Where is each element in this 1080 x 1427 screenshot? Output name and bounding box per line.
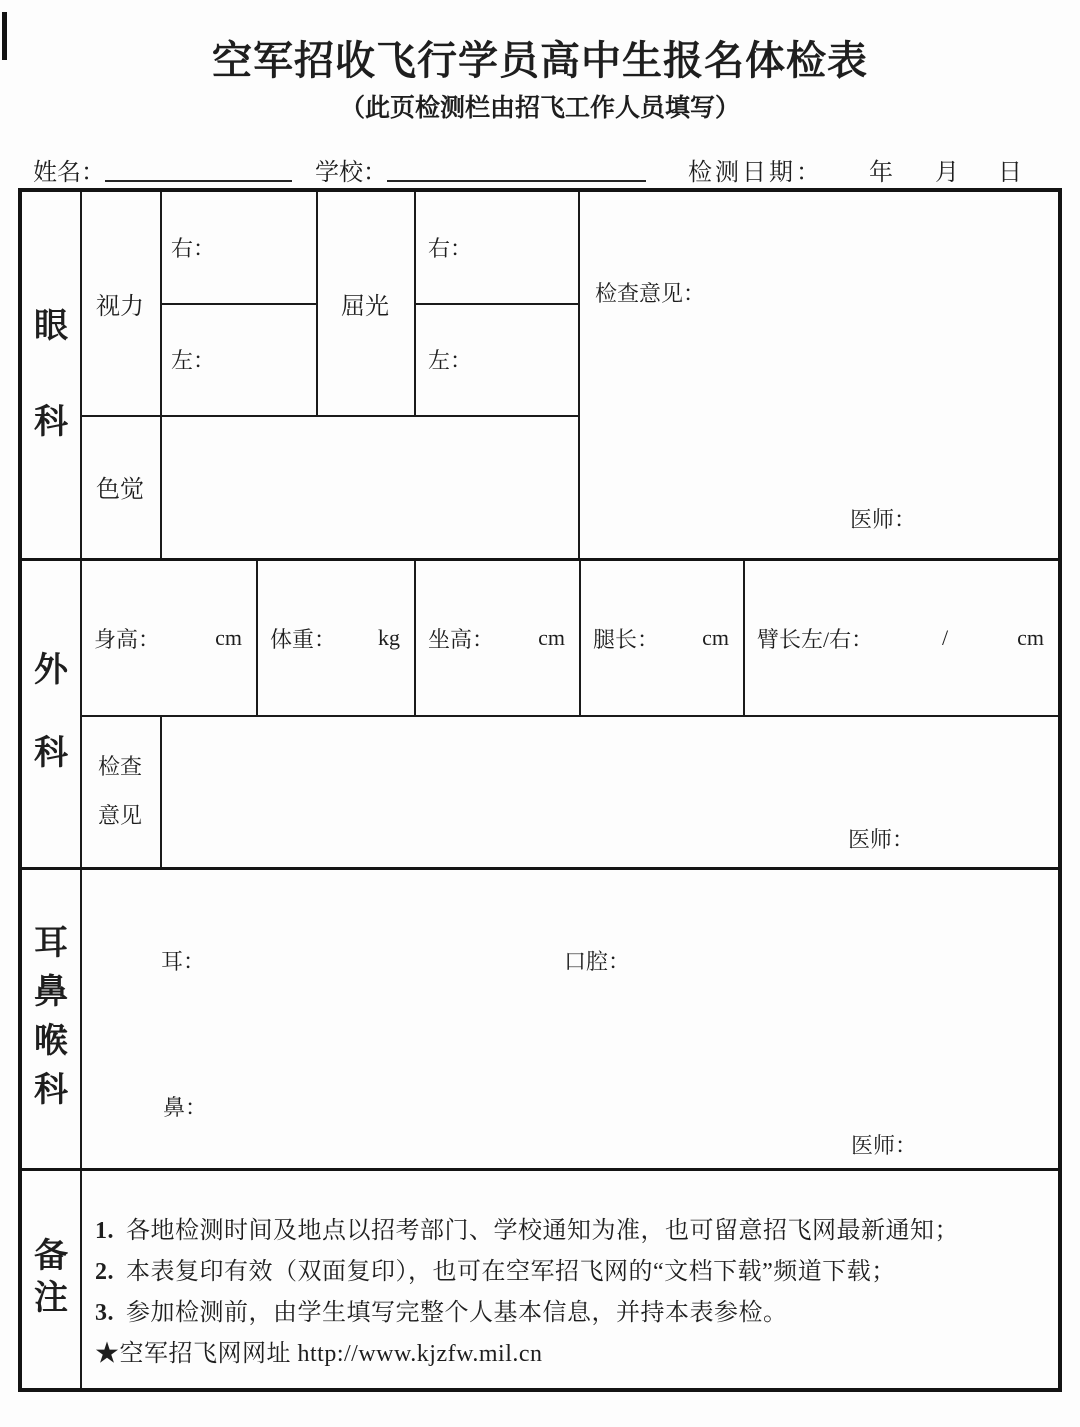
notes-content bbox=[80, 1168, 1058, 1388]
notes-section-label: 备 注 bbox=[34, 1237, 68, 1317]
note-item-2 bbox=[95, 1251, 896, 1286]
sitting-height-label: 坐高： bbox=[428, 626, 495, 652]
exam-date-label: 检测日期： bbox=[688, 160, 823, 186]
note-item-3-text: 参加检测前，由学生填写完整个人基本信息，并持本表参检。 bbox=[126, 1300, 788, 1326]
school-label: 学校： bbox=[315, 160, 387, 186]
arm-length-unit: cm bbox=[1017, 625, 1044, 650]
leg-length-field bbox=[579, 561, 743, 715]
form-title: 空军招收飞行学员高中生报名体检表 bbox=[212, 38, 868, 83]
surgery-opinion-label: 检查意见 bbox=[97, 754, 142, 828]
arm-length-slash: / bbox=[942, 625, 949, 650]
nose-label: 鼻： bbox=[163, 1095, 208, 1120]
weight-unit: kg bbox=[378, 625, 400, 650]
weight-field bbox=[256, 561, 414, 715]
name-blank-field bbox=[105, 154, 292, 182]
note-item-2-text: 本表复印有效（双面复印），也可在空军招飞网的“文档下载”频道下载； bbox=[126, 1259, 896, 1285]
vision-right-field: 右： bbox=[171, 236, 216, 261]
color-vision-label: 色觉 bbox=[96, 477, 144, 503]
eye-physician-label: 医师： bbox=[850, 507, 917, 532]
vision-label: 视力 bbox=[96, 294, 144, 320]
note-item-1 bbox=[95, 1210, 959, 1245]
leg-length-label: 腿长： bbox=[593, 626, 660, 652]
weight-label: 体重： bbox=[270, 626, 337, 652]
ent-physician-label: 医师： bbox=[851, 1133, 918, 1158]
color-vision-field bbox=[160, 415, 578, 558]
sitting-height-field bbox=[414, 561, 579, 715]
header-row bbox=[0, 152, 1080, 188]
ent-section-label: 耳 鼻 喉 科 bbox=[34, 924, 68, 1110]
refraction-label: 屈光 bbox=[341, 294, 389, 320]
day-label: 日 bbox=[998, 160, 1022, 186]
refraction-right-field: 右： bbox=[428, 236, 473, 261]
note-item-1-text: 各地检测时间及地点以招考部门、学校通知为准，也可留意招飞网最新通知； bbox=[126, 1218, 959, 1244]
surgery-physician-label: 医师： bbox=[848, 827, 915, 852]
height-unit: cm bbox=[215, 625, 242, 650]
surgery-section-label-cell bbox=[22, 558, 80, 867]
name-label: 姓名： bbox=[33, 160, 105, 186]
website-line: ★空军招飞网网址 http://www.kjzfw.mil.cn bbox=[95, 1341, 543, 1367]
note-item-1-number: 1. bbox=[95, 1218, 114, 1244]
arm-length-label: 臂长左/右： bbox=[757, 626, 874, 652]
form-subtitle: （此页检测栏由招飞工作人员填写） bbox=[339, 95, 740, 122]
vision-left-field: 左： bbox=[171, 347, 216, 373]
refraction-left-field: 左： bbox=[428, 347, 473, 373]
surgery-opinion-label-cell bbox=[80, 715, 160, 867]
notes-section-label-cell bbox=[22, 1168, 80, 1388]
surgery-opinion-field bbox=[160, 715, 1058, 867]
eye-section-label: 眼 科 bbox=[34, 307, 68, 441]
sitting-height-unit: cm bbox=[538, 625, 565, 650]
school-blank-field bbox=[387, 154, 646, 182]
note-item-3-number: 3. bbox=[95, 1300, 114, 1326]
leg-length-unit: cm bbox=[702, 625, 729, 650]
note-item-2-number: 2. bbox=[95, 1259, 114, 1285]
height-field bbox=[80, 561, 256, 715]
oral-label: 口腔： bbox=[564, 949, 631, 974]
note-item-3 bbox=[95, 1292, 788, 1327]
arm-length-field bbox=[743, 561, 1058, 715]
eye-section-label-cell bbox=[22, 192, 80, 558]
eye-opinion-field bbox=[578, 192, 1058, 558]
eye-opinion-label: 检查意见： bbox=[595, 281, 706, 306]
ent-field bbox=[80, 867, 1058, 1168]
height-label: 身高： bbox=[94, 626, 161, 652]
month-label: 月 bbox=[935, 160, 959, 186]
surgery-section-label: 外 科 bbox=[34, 651, 68, 772]
year-label: 年 bbox=[869, 160, 893, 186]
ear-label: 耳： bbox=[161, 949, 206, 974]
exam-table bbox=[18, 188, 1062, 1392]
ent-section-label-cell bbox=[22, 867, 80, 1168]
